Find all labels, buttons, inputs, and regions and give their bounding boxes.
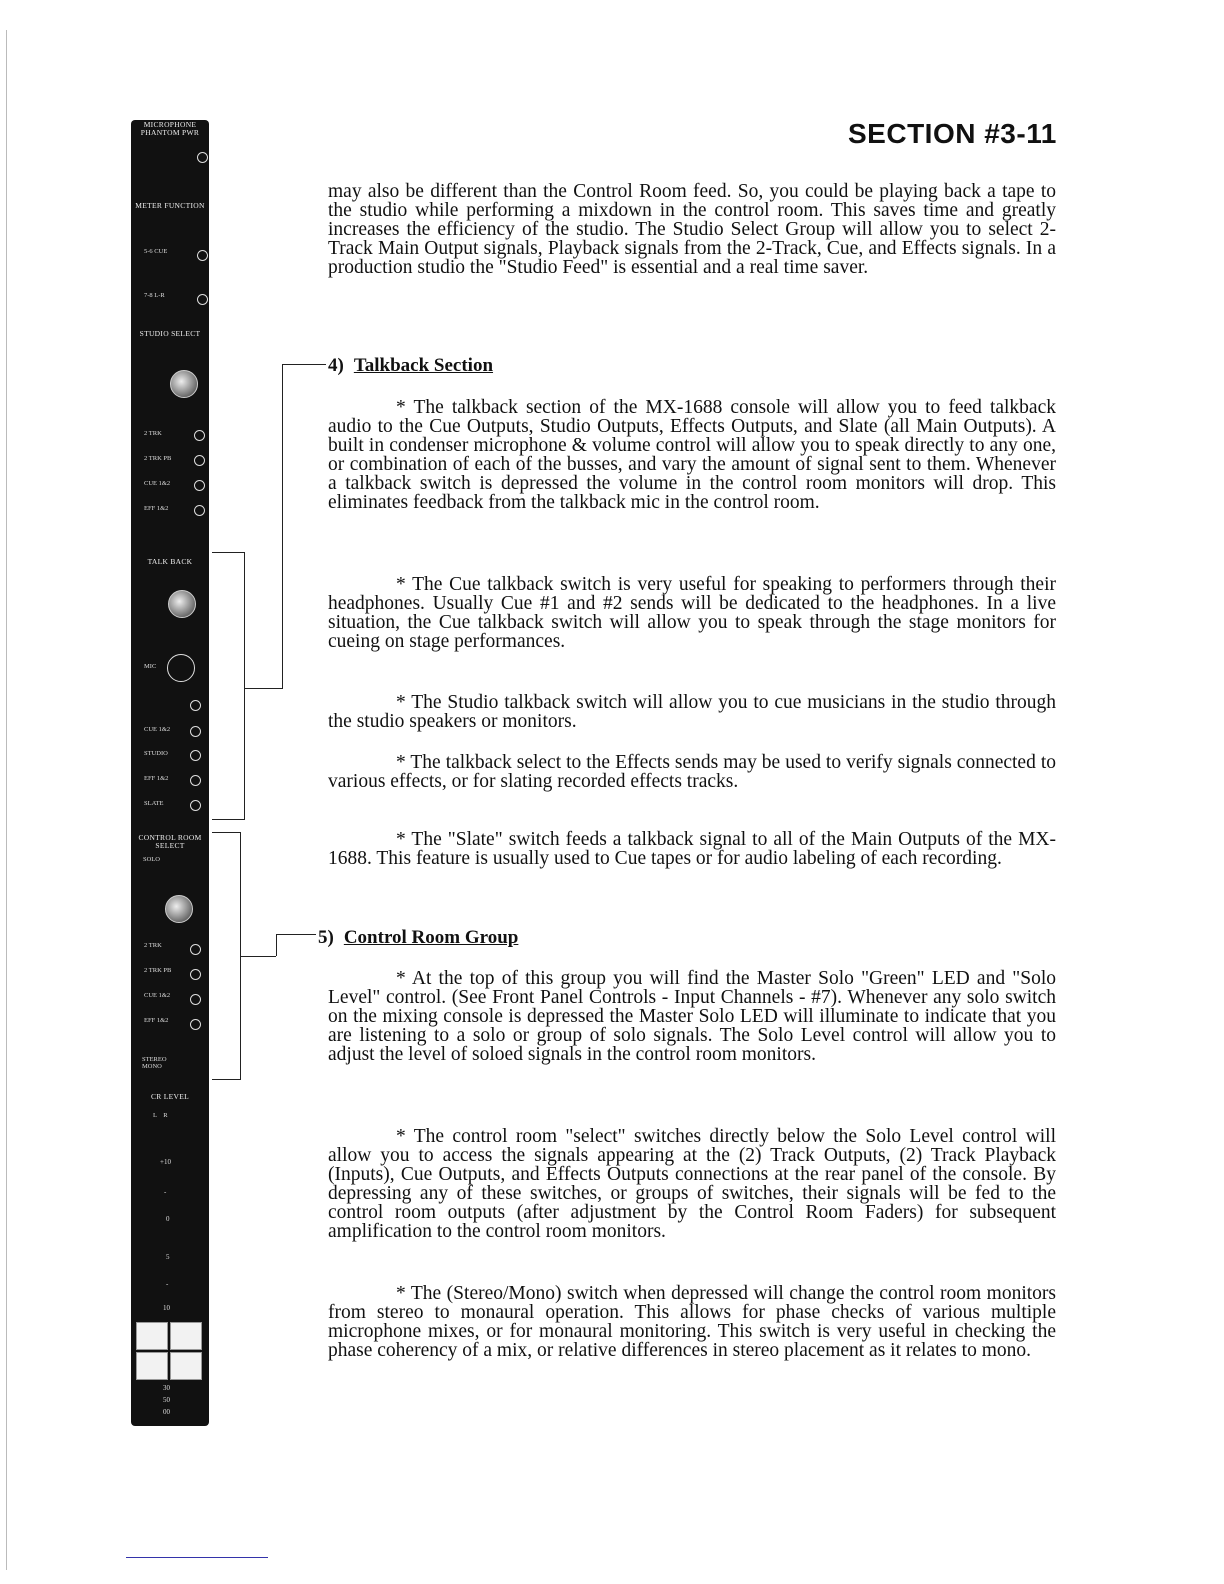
talkback-heading	[328, 355, 493, 377]
talkback-connector-bottom	[244, 688, 282, 689]
control-room-paragraph-block	[328, 969, 1056, 1064]
talkback-label: TALK BACK	[147, 557, 193, 566]
studio-level-knob	[170, 370, 198, 398]
control-room-label: CONTROL ROOM SELECT	[138, 833, 202, 850]
talkback-paragraph: * The Cue talkback switch is very useful for speaking to performers through their headphones. Usually Cue #1 and #2 sends will be dedicated to the headphones. In a live situation, the Cue talkback switch will allow you to speak through the stage monitors for cueing on stage performances.	[328, 574, 1056, 652]
studio-switch	[194, 430, 205, 441]
studio-row-label: CUE 1&2	[144, 480, 171, 487]
studio-switch	[194, 505, 205, 516]
talkback-paragraph: * The Studio talkback switch will allow you to cue musicians in the studio through the studio speakers or monitors.	[328, 692, 1056, 732]
fader-cap-left	[136, 1322, 168, 1350]
cr-row-label: 2 TRK	[144, 942, 162, 949]
talkback-paragraph-block	[328, 830, 1056, 868]
control-room-paragraph-block	[328, 1127, 1056, 1241]
meter-row-label: 5-6 CUE	[144, 248, 168, 255]
talkback-row-label: CUE 1&2	[144, 726, 171, 733]
talkback-heading-title: Talkback Section	[353, 355, 494, 376]
talkback-level-knob	[168, 590, 196, 618]
stereo-mono-label: STEREO MONO	[142, 1056, 167, 1070]
phantom-power-label: MICROPHONE PHANTOM PWR	[140, 120, 200, 137]
talkback-connector-top	[282, 364, 326, 365]
cr-row-label: 2 TRK PB	[144, 967, 172, 974]
control-room-connector-vertical	[276, 934, 277, 956]
talkback-switch	[190, 775, 201, 786]
control-room-connector-top	[276, 934, 316, 935]
talkback-paragraph: * The talkback section of the MX-1688 console will allow you to feed talkback audio to the Cue Outputs, Studio Outputs, Effects Outputs, and Slate (all Main Outputs). A built in condenser microphone & volume control will allow you to speak directly to any one, or combination of each of the busses, and vary the amount of signal sent to them. Whenever a talkback switch is depressed the volume in the control room monitors will drop. This eliminates feedback from the talkback mic in the control room.	[328, 397, 1056, 513]
talkback-row-label: SLATE	[144, 800, 164, 807]
meter-row-label: 7-8 L-R	[144, 292, 165, 299]
control-room-paragraph: * At the top of this group you will find the Master Solo "Green" LED and "Solo Level" control. (See Front Panel Controls - Input Channels - #7). Whenever any solo switch on the mixing console is depressed the Master Solo LED will illuminate to indicate that you are listening to a solo or group of solo signals. The Solo Level control will allow you to adjust the level of soloed signals in the control room monitors.	[328, 968, 1056, 1065]
fader-scale-label: 10	[163, 1304, 170, 1312]
fader-cap-right	[170, 1352, 202, 1380]
fader-scale-label: 30	[163, 1384, 170, 1392]
fader-scale-label: 50	[163, 1396, 170, 1404]
section-title: SECTION #3-11	[848, 118, 1057, 149]
studio-select-label: STUDIO SELECT	[139, 329, 201, 338]
talkback-connector-vertical	[282, 364, 283, 689]
talkback-indicator	[190, 700, 201, 711]
talkback-switch	[190, 800, 201, 811]
talkback-paragraph-block	[328, 693, 1056, 731]
cr-switch	[190, 944, 201, 955]
fader-cap-left	[136, 1352, 168, 1380]
phantom-power-switch	[197, 152, 208, 163]
mic-label: MIC	[144, 663, 157, 670]
meter-switch	[197, 250, 208, 261]
cr-row-label: CUE 1&2	[144, 992, 171, 999]
fader-scale-label: 5	[166, 1253, 170, 1261]
intro-paragraph-block	[328, 182, 1056, 277]
lr-label: L R	[153, 1112, 168, 1119]
control-room-heading	[318, 927, 518, 949]
talkback-mic	[167, 654, 195, 682]
control-room-paragraph-block	[328, 1284, 1056, 1360]
talkback-paragraph: * The "Slate" switch feeds a talkback signal to all of the Main Outputs of the MX-1688. This feature is usually used to Cue tapes or for audio labeling of each recording.	[328, 829, 1056, 869]
meter-switch	[197, 294, 208, 305]
solo-level-knob	[165, 895, 193, 923]
talkback-paragraph-block	[328, 753, 1056, 791]
talkback-switch	[190, 726, 201, 737]
control-room-bracket	[212, 832, 241, 1080]
talkback-paragraph-block	[328, 575, 1056, 651]
fader-scale-label: 00	[163, 1408, 170, 1416]
studio-switch	[194, 455, 205, 466]
cr-level-label: CR LEVEL	[150, 1092, 190, 1101]
talkback-paragraph-block	[328, 398, 1056, 512]
studio-row-label: EFF 1&2	[144, 505, 169, 512]
meter-function-label: METER FUNCTION	[135, 201, 205, 210]
fader-scale-label: 0	[166, 1215, 170, 1223]
cr-switch	[190, 969, 201, 980]
page-edge-line	[6, 30, 7, 1570]
control-room-paragraph: * The control room "select" switches directly below the Solo Level control will allow you to access the signals appearing at the (2) Track Outputs, (2) Track Playback (Inputs), Cue Outputs, and Effects Outputs connections at the rear panel of the console. By depressing any of these switches, or groups of switches, their signals will be fed to the control room outputs (after adjustment by the Control Room Faders) for subsequent amplification to the control room monitors.	[328, 1126, 1056, 1242]
intro-paragraph: may also be different than the Control Room feed. So, you could be playing back a tape to the studio while performing a mixdown in the control room. This saves time and greatly increases the efficiency of the studio. The Studio Select Group will allow you to select 2-Track Main Output signals, Playback signals from the 2-Track, Cue, and Effects signals. In a production studio the "Studio Feed" is essential and a real time saver.	[328, 181, 1056, 278]
studio-switch	[194, 480, 205, 491]
talkback-switch	[190, 750, 201, 761]
fader-scale-label: -	[166, 1280, 169, 1288]
control-room-connector-bottom	[240, 956, 276, 957]
fader-scale-label: -	[164, 1188, 167, 1196]
cr-switch	[190, 1019, 201, 1030]
cr-row-label: EFF 1&2	[144, 1017, 169, 1024]
control-room-heading-number: 5)	[318, 927, 334, 948]
studio-row-label: 2 TRK	[144, 430, 162, 437]
talkback-row-label: EFF 1&2	[144, 775, 169, 782]
control-room-heading-title: Control Room Group	[343, 927, 519, 948]
talkback-row-label: STUDIO	[144, 750, 168, 757]
talkback-paragraph: * The talkback select to the Effects sends may be used to verify signals connected to various effects, or for slating recorded effects tracks.	[328, 752, 1056, 792]
control-room-paragraph: * The (Stereo/Mono) switch when depressed will change the control room monitors from stereo to monaural operation. This allows for phase checks of various multiple microphone mixes, or for monaural monitoring. This switch is very useful in checking the phase coherency of a mix, or relative differences in stereo placement as it relates to mono.	[328, 1283, 1056, 1361]
bottom-rule	[126, 1557, 268, 1558]
talkback-bracket	[212, 552, 245, 820]
cr-switch	[190, 994, 201, 1005]
studio-row-label: 2 TRK PB	[144, 455, 172, 462]
fader-cap-right	[170, 1322, 202, 1350]
fader-scale-label: +10	[160, 1158, 171, 1166]
talkback-heading-number: 4)	[328, 355, 344, 376]
solo-label: SOLO	[143, 856, 160, 863]
